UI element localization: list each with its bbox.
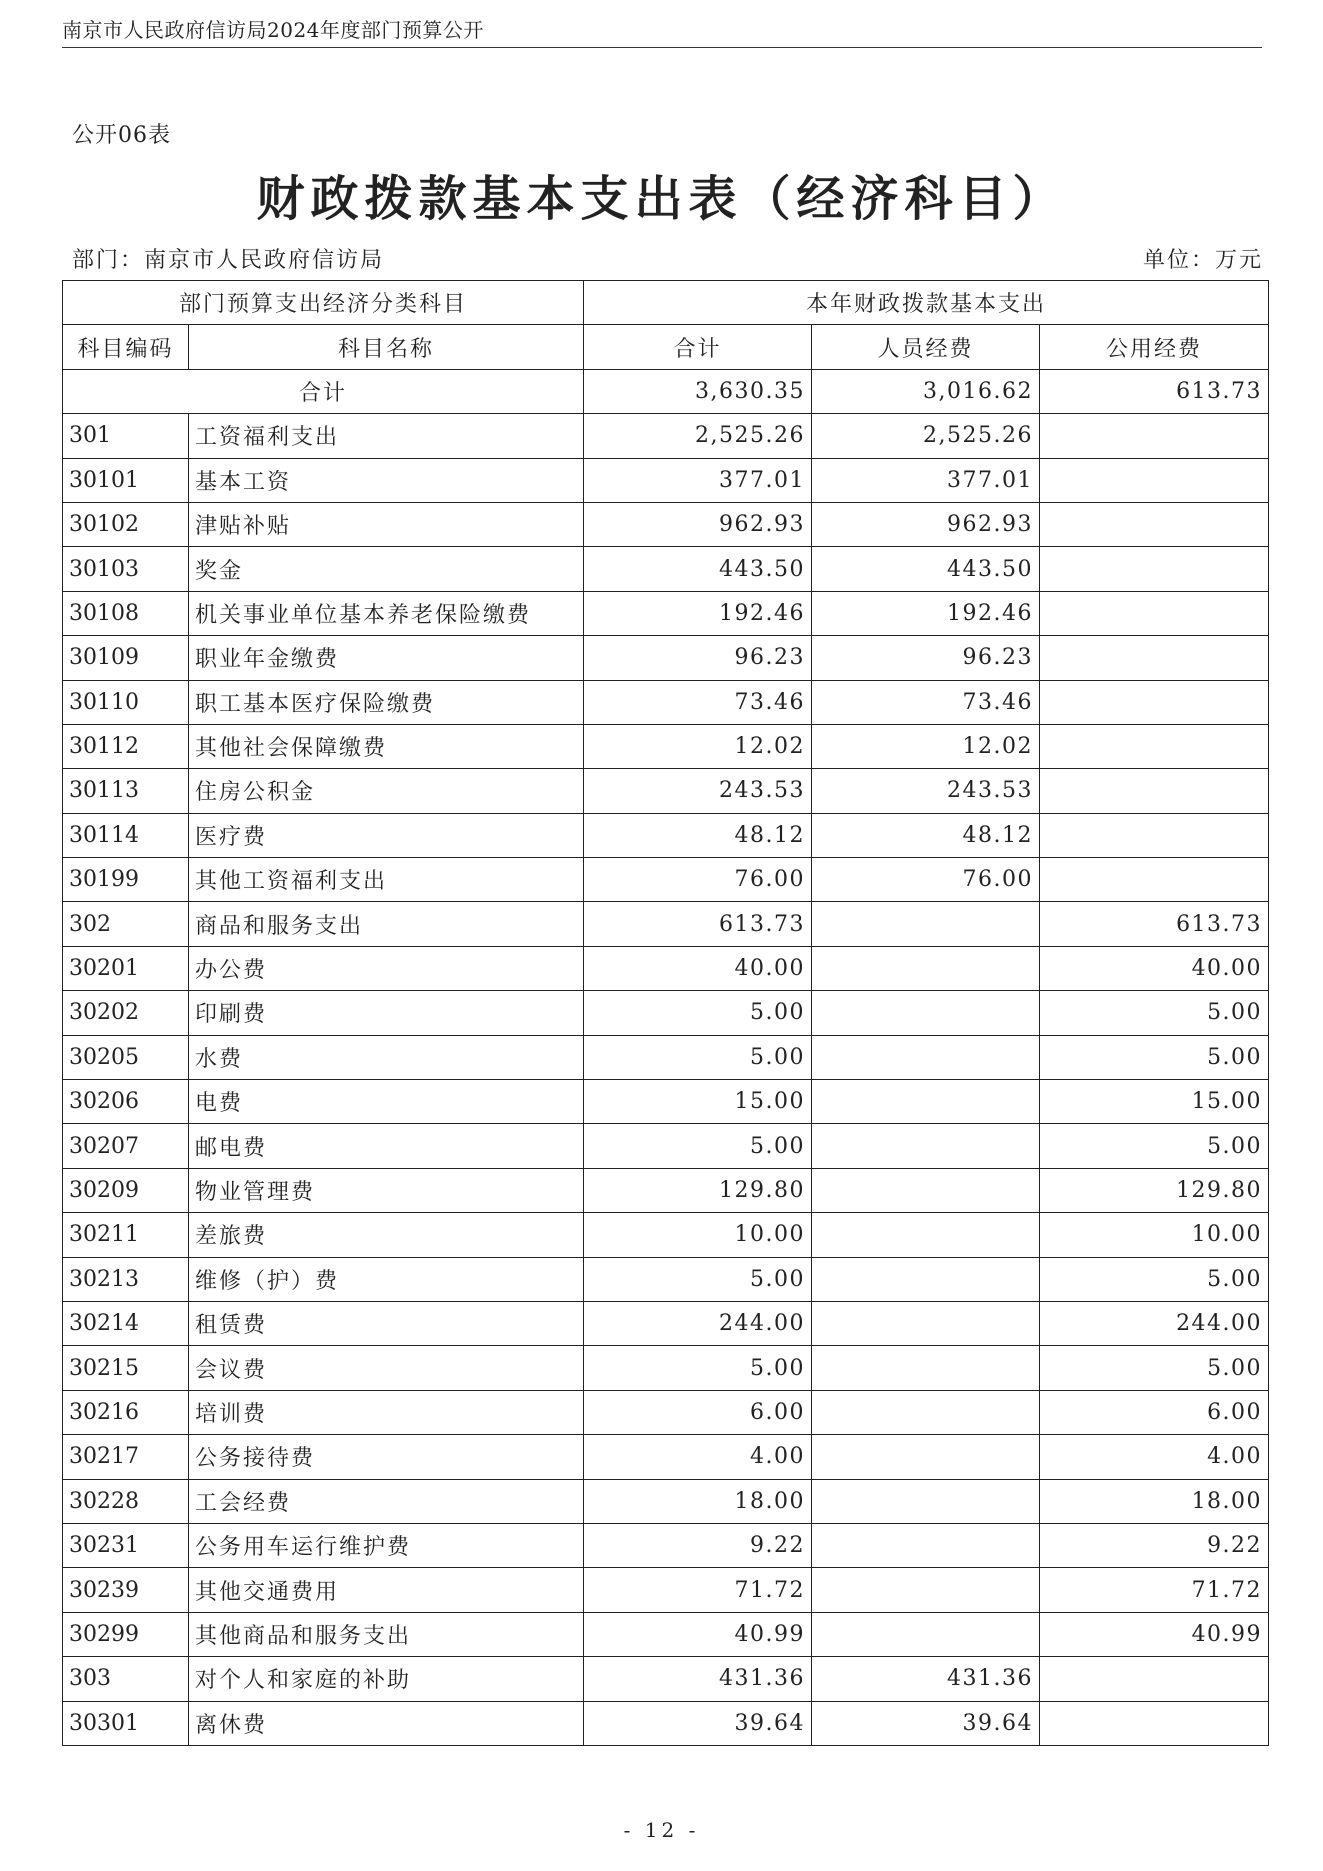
table-row	[63, 1257, 1269, 1301]
column-header-personnel: 人员经费	[812, 325, 1040, 369]
row-public: 18.00	[1040, 1479, 1269, 1523]
table-row	[63, 1168, 1269, 1212]
row-name: 工资福利支出	[189, 414, 584, 458]
table-row	[63, 1080, 1269, 1124]
table-row	[63, 680, 1269, 724]
row-name: 工会经费	[189, 1479, 584, 1523]
row-personnel	[812, 1257, 1040, 1301]
row-code: 301	[63, 414, 189, 458]
table-row	[63, 813, 1269, 857]
row-name: 会议费	[189, 1346, 584, 1390]
row-public: 129.80	[1040, 1168, 1269, 1212]
row-total: 192.46	[584, 591, 812, 635]
row-public: 10.00	[1040, 1213, 1269, 1257]
row-total: 10.00	[584, 1213, 812, 1257]
table-row	[63, 591, 1269, 635]
row-public	[1040, 1701, 1269, 1745]
row-total: 71.72	[584, 1568, 812, 1612]
row-name: 其他社会保障缴费	[189, 724, 584, 768]
row-public	[1040, 636, 1269, 680]
row-code: 30103	[63, 547, 189, 591]
row-public: 5.00	[1040, 1257, 1269, 1301]
row-public: 613.73	[1040, 902, 1269, 946]
table-row	[63, 902, 1269, 946]
row-personnel	[812, 1435, 1040, 1479]
row-total: 613.73	[584, 902, 812, 946]
row-name: 水费	[189, 1035, 584, 1079]
table-row	[63, 858, 1269, 902]
table-row	[63, 1301, 1269, 1345]
row-name: 津贴补贴	[189, 502, 584, 546]
running-header: 南京市人民政府信访局2024年度部门预算公开	[62, 18, 484, 42]
page-title: 财政拨款基本支出表（经济科目）	[256, 171, 1067, 227]
total-row-personnel: 3,016.62	[812, 369, 1040, 413]
row-name: 其他交通费用	[189, 1568, 584, 1612]
table-row	[63, 991, 1269, 1035]
row-code: 30299	[63, 1612, 189, 1656]
row-total: 40.99	[584, 1612, 812, 1656]
row-total: 15.00	[584, 1080, 812, 1124]
row-public	[1040, 502, 1269, 546]
row-name: 住房公积金	[189, 769, 584, 813]
row-personnel	[812, 946, 1040, 990]
row-public: 6.00	[1040, 1390, 1269, 1434]
row-total: 5.00	[584, 1257, 812, 1301]
row-personnel	[812, 1168, 1040, 1212]
row-public	[1040, 1657, 1269, 1701]
row-total: 96.23	[584, 636, 812, 680]
row-public	[1040, 591, 1269, 635]
table-row	[63, 414, 1269, 458]
row-public: 5.00	[1040, 1035, 1269, 1079]
row-name: 基本工资	[189, 458, 584, 502]
row-personnel: 76.00	[812, 858, 1040, 902]
row-code: 30114	[63, 813, 189, 857]
row-total: 76.00	[584, 858, 812, 902]
row-personnel	[812, 1301, 1040, 1345]
row-public: 244.00	[1040, 1301, 1269, 1345]
row-personnel	[812, 1568, 1040, 1612]
row-code: 30228	[63, 1479, 189, 1523]
row-code: 30214	[63, 1301, 189, 1345]
row-code: 30216	[63, 1390, 189, 1434]
row-personnel	[812, 1035, 1040, 1079]
row-code: 30231	[63, 1523, 189, 1567]
column-header-name: 科目名称	[189, 325, 584, 369]
row-name: 培训费	[189, 1390, 584, 1434]
row-total: 962.93	[584, 502, 812, 546]
row-name: 职业年金缴费	[189, 636, 584, 680]
table-row	[63, 458, 1269, 502]
row-personnel	[812, 1080, 1040, 1124]
row-total: 73.46	[584, 680, 812, 724]
row-code: 30213	[63, 1257, 189, 1301]
row-personnel: 73.46	[812, 680, 1040, 724]
row-total: 9.22	[584, 1523, 812, 1567]
row-personnel	[812, 1390, 1040, 1434]
row-code: 30112	[63, 724, 189, 768]
row-personnel: 48.12	[812, 813, 1040, 857]
row-personnel: 39.64	[812, 1701, 1040, 1745]
row-name: 其他工资福利支出	[189, 858, 584, 902]
row-personnel	[812, 902, 1040, 946]
row-personnel	[812, 1346, 1040, 1390]
table-row	[63, 769, 1269, 813]
row-name: 公务用车运行维护费	[189, 1523, 584, 1567]
row-code: 30113	[63, 769, 189, 813]
header-divider	[62, 47, 1262, 48]
row-name: 电费	[189, 1080, 584, 1124]
table-row	[63, 636, 1269, 680]
row-total: 18.00	[584, 1479, 812, 1523]
row-personnel	[812, 1124, 1040, 1168]
row-total: 5.00	[584, 1124, 812, 1168]
row-personnel: 377.01	[812, 458, 1040, 502]
table-row	[63, 946, 1269, 990]
table-column-header-row	[63, 325, 1269, 369]
row-total: 5.00	[584, 1346, 812, 1390]
row-personnel: 243.53	[812, 769, 1040, 813]
row-code: 30301	[63, 1701, 189, 1745]
table-code: 公开06表	[72, 123, 171, 148]
row-public: 40.99	[1040, 1612, 1269, 1656]
row-code: 30101	[63, 458, 189, 502]
row-name: 离休费	[189, 1701, 584, 1745]
table-row	[63, 502, 1269, 546]
row-personnel: 431.36	[812, 1657, 1040, 1701]
row-public: 5.00	[1040, 1346, 1269, 1390]
row-code: 30201	[63, 946, 189, 990]
row-total: 244.00	[584, 1301, 812, 1345]
row-code: 30207	[63, 1124, 189, 1168]
row-public: 9.22	[1040, 1523, 1269, 1567]
row-name: 差旅费	[189, 1213, 584, 1257]
row-public: 5.00	[1040, 991, 1269, 1035]
row-personnel	[812, 1479, 1040, 1523]
row-code: 30239	[63, 1568, 189, 1612]
table-row	[63, 1213, 1269, 1257]
row-total: 443.50	[584, 547, 812, 591]
table-row	[63, 1346, 1269, 1390]
table-row	[63, 1657, 1269, 1701]
table-row	[63, 1479, 1269, 1523]
table-row	[63, 1435, 1269, 1479]
row-public	[1040, 813, 1269, 857]
row-code: 30211	[63, 1213, 189, 1257]
row-name: 机关事业单位基本养老保险缴费	[189, 591, 584, 635]
row-name: 维修（护）费	[189, 1257, 584, 1301]
row-code: 30217	[63, 1435, 189, 1479]
row-public	[1040, 769, 1269, 813]
row-code: 302	[63, 902, 189, 946]
table-row	[63, 1701, 1269, 1745]
row-total: 129.80	[584, 1168, 812, 1212]
row-name: 对个人和家庭的补助	[189, 1657, 584, 1701]
row-name: 办公费	[189, 946, 584, 990]
total-row-label: 合计	[63, 369, 584, 413]
row-public: 4.00	[1040, 1435, 1269, 1479]
row-public: 71.72	[1040, 1568, 1269, 1612]
row-total: 2,525.26	[584, 414, 812, 458]
row-public: 40.00	[1040, 946, 1269, 990]
row-total: 377.01	[584, 458, 812, 502]
row-public	[1040, 858, 1269, 902]
row-personnel: 12.02	[812, 724, 1040, 768]
row-personnel: 192.46	[812, 591, 1040, 635]
column-header-code: 科目编码	[63, 325, 189, 369]
table-row	[63, 1390, 1269, 1434]
row-public	[1040, 680, 1269, 724]
row-total: 39.64	[584, 1701, 812, 1745]
row-name: 其他商品和服务支出	[189, 1612, 584, 1656]
row-total: 5.00	[584, 991, 812, 1035]
row-code: 30215	[63, 1346, 189, 1390]
total-row	[63, 369, 1269, 413]
department-label: 部门：南京市人民政府信访局	[72, 248, 385, 273]
table-group-header-row	[63, 281, 1269, 325]
row-name: 邮电费	[189, 1124, 584, 1168]
row-total: 431.36	[584, 1657, 812, 1701]
row-name: 职工基本医疗保险缴费	[189, 680, 584, 724]
budget-table	[62, 280, 1269, 1746]
row-name: 公务接待费	[189, 1435, 584, 1479]
row-code: 30102	[63, 502, 189, 546]
table-row	[63, 1612, 1269, 1656]
row-personnel: 2,525.26	[812, 414, 1040, 458]
row-code: 30205	[63, 1035, 189, 1079]
total-row-total: 3,630.35	[584, 369, 812, 413]
row-name: 商品和服务支出	[189, 902, 584, 946]
table-row	[63, 1124, 1269, 1168]
row-name: 物业管理费	[189, 1168, 584, 1212]
row-public: 5.00	[1040, 1124, 1269, 1168]
row-code: 30206	[63, 1080, 189, 1124]
row-name: 医疗费	[189, 813, 584, 857]
row-personnel: 443.50	[812, 547, 1040, 591]
table-row	[63, 1523, 1269, 1567]
row-total: 243.53	[584, 769, 812, 813]
row-code: 30108	[63, 591, 189, 635]
total-row-public: 613.73	[1040, 369, 1269, 413]
table-row	[63, 1568, 1269, 1612]
row-code: 30202	[63, 991, 189, 1035]
row-personnel	[812, 1213, 1040, 1257]
row-code: 303	[63, 1657, 189, 1701]
row-code: 30209	[63, 1168, 189, 1212]
row-public	[1040, 724, 1269, 768]
row-personnel	[812, 1612, 1040, 1656]
row-code: 30110	[63, 680, 189, 724]
row-public	[1040, 458, 1269, 502]
row-total: 12.02	[584, 724, 812, 768]
row-name: 租赁费	[189, 1301, 584, 1345]
row-total: 48.12	[584, 813, 812, 857]
row-personnel: 96.23	[812, 636, 1040, 680]
table-row	[63, 1035, 1269, 1079]
row-total: 6.00	[584, 1390, 812, 1434]
row-personnel: 962.93	[812, 502, 1040, 546]
row-personnel	[812, 991, 1040, 1035]
row-personnel	[812, 1523, 1040, 1567]
page-number: - 12 -	[623, 1818, 700, 1842]
row-name: 奖金	[189, 547, 584, 591]
row-public: 15.00	[1040, 1080, 1269, 1124]
row-name: 印刷费	[189, 991, 584, 1035]
table-row	[63, 724, 1269, 768]
row-public	[1040, 414, 1269, 458]
column-header-total: 合计	[584, 325, 812, 369]
row-total: 4.00	[584, 1435, 812, 1479]
row-total: 5.00	[584, 1035, 812, 1079]
row-total: 40.00	[584, 946, 812, 990]
group-header-classification: 部门预算支出经济分类科目	[63, 281, 584, 325]
table-row	[63, 547, 1269, 591]
row-public	[1040, 547, 1269, 591]
row-code: 30199	[63, 858, 189, 902]
unit-label: 单位：万元	[1142, 248, 1263, 273]
column-header-public: 公用经费	[1040, 325, 1269, 369]
row-code: 30109	[63, 636, 189, 680]
group-header-appropriation: 本年财政拨款基本支出	[584, 281, 1269, 325]
